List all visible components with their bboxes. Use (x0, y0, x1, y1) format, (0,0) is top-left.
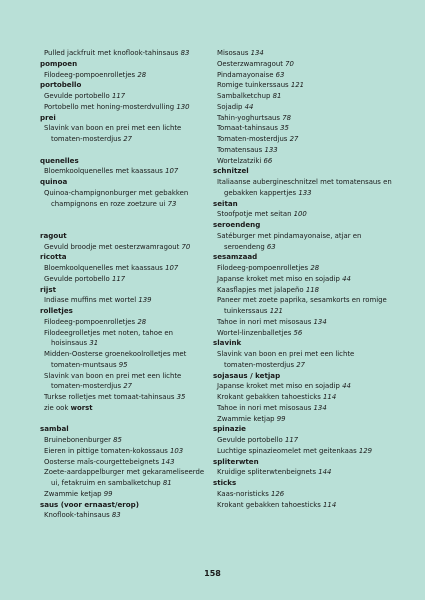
page-ref: 78 (282, 113, 291, 122)
page-ref: 83 (180, 49, 190, 57)
entry-text: Gevulde portobello (217, 436, 283, 444)
index-entry (40, 274, 215, 285)
index-entry (40, 371, 215, 382)
index-entry (213, 145, 388, 156)
page-ref: 44 (244, 102, 254, 111)
heading-text: ragout (40, 230, 67, 240)
page-ref: 63 (275, 70, 285, 79)
index-entry (213, 489, 388, 500)
page-ref: 118 (305, 285, 319, 294)
index-entry (213, 102, 388, 113)
index-entry (40, 478, 215, 489)
page-ref: 28 (137, 70, 147, 79)
entry-text: Japanse kroket met miso en sojadip (217, 274, 340, 283)
index-entry (213, 306, 388, 317)
entry-text: Gevulde portobello (44, 92, 110, 100)
index-entry (40, 328, 215, 339)
entry-text: Kaas-noristicks (217, 489, 269, 498)
entry-text: Krokant gebakken tahoesticks (217, 500, 321, 509)
page-ref: 134 (313, 317, 327, 326)
entry-text: Quinoa-champignonburger met gebakken (44, 188, 189, 197)
index-entry (40, 123, 215, 134)
heading-text: sambal (40, 424, 69, 434)
page-ref: 143 (161, 457, 175, 466)
page-ref: 99 (103, 489, 113, 498)
index-entry (213, 467, 388, 478)
entry-text: Bloemkoolquenelles met kaassaus (44, 167, 163, 176)
entry-text: ui, fetakruim en sambalketchup (51, 479, 161, 487)
index-entry (40, 489, 215, 500)
page-ref: 28 (137, 317, 147, 326)
page-ref: 70 (285, 59, 294, 68)
index-entry (40, 349, 215, 360)
index-entry (213, 91, 388, 102)
index-entry (213, 317, 388, 328)
entry-text: tomaten-muntsaus (51, 360, 117, 369)
index-entry (40, 91, 215, 102)
index-entry (213, 414, 388, 425)
page-ref: 139 (138, 296, 152, 305)
heading-text: portobello (40, 80, 82, 90)
index-heading (40, 500, 215, 511)
entry-text: Midden-Oosterse groenekoolrolletjes met (44, 350, 187, 358)
entry-text: Wortel-linzenballetjes (217, 328, 292, 337)
index-heading (213, 424, 388, 435)
index-entry (213, 113, 388, 124)
page-ref: 73 (167, 199, 177, 208)
page-ref: 27 (123, 382, 133, 391)
page-ref: 95 (118, 360, 128, 369)
index-entry (40, 70, 215, 81)
entry-text: Eieren in pittige tomaten-kokossaus (44, 446, 168, 455)
heading-text: schnitzel (213, 166, 249, 176)
entry-text: Sambalketchup (217, 92, 271, 100)
page-ref: 63 (266, 242, 276, 251)
page-ref: 35 (280, 124, 289, 133)
entry-text: zie ook (44, 403, 69, 412)
index-entry (40, 102, 215, 113)
page-ref: 121 (269, 307, 283, 315)
entry-text: Tomaat-tahinsaus (217, 124, 278, 133)
page-ref: 121 (290, 81, 305, 90)
entry-text: seroendeng (224, 242, 265, 251)
page-ref: 134 (313, 403, 327, 412)
entry-text: Kaasflapjes met jalapeño (217, 285, 304, 294)
page-ref: 85 (113, 436, 122, 444)
index-entry (213, 242, 388, 253)
entry-text: Bloemkoolquenelles met kaassaus (44, 264, 163, 272)
heading-text: sticks (213, 478, 237, 487)
index-column-left (40, 48, 215, 521)
index-entry (40, 134, 215, 145)
page-ref: 117 (284, 436, 299, 444)
entry-text: Zoete-aardappelburger met gekarameliseerde (44, 468, 205, 477)
index-entry (213, 328, 388, 339)
index-entry (213, 70, 388, 81)
entry-text: Krokant gebakken tahoesticks (217, 393, 321, 401)
page-ref: 99 (276, 414, 286, 423)
page-ref: 133 (298, 188, 312, 197)
index-entry (40, 360, 215, 371)
page-ref: 83 (111, 511, 121, 520)
heading-text: seroendeng (213, 220, 261, 229)
heading-text: quinoa (40, 177, 68, 186)
page-ref: 28 (310, 264, 320, 272)
entry-text: champignons en roze zoetzure ui (51, 199, 166, 208)
index-entry (213, 392, 388, 403)
index-entry (40, 48, 215, 59)
heading-text: sesamzaad (213, 252, 258, 262)
index-entry (40, 467, 215, 478)
index-entry (213, 156, 388, 167)
entry-text: Filodeegrolletjes met noten, tahoe en (44, 328, 173, 337)
entry-text: Oosterse maïs-courgettebeignets (44, 457, 160, 466)
heading-text: seitan (213, 198, 238, 208)
index-heading (40, 231, 215, 242)
entry-text: Filodeeg-pompoenrolletjes (44, 317, 136, 326)
index-entry (213, 446, 388, 457)
entry-text: Tomatensaus (217, 145, 263, 154)
page-ref: 129 (358, 446, 373, 455)
index-heading (213, 478, 388, 489)
index-entry (40, 242, 215, 253)
entry-text: Portobello met honing-mosterdvulling (44, 102, 175, 111)
page-ref: 44 (342, 274, 351, 283)
index-entry (213, 123, 388, 134)
index-entry (213, 80, 388, 91)
index-entry (213, 188, 388, 199)
entry-text: Wortelzatziki (217, 156, 262, 165)
page-ref: 114 (323, 500, 337, 509)
entry-text: Zwammie ketjap (217, 414, 275, 423)
index-entry (213, 274, 388, 285)
index-entry (40, 188, 215, 199)
index-entry (213, 295, 388, 306)
index-heading (213, 371, 388, 382)
entry-text: Pulled jackfruit met knoflook-tahinsaus (44, 49, 179, 57)
page-ref: 114 (323, 393, 337, 401)
entry-text: Knoflook-tahinsaus (44, 511, 110, 520)
index-heading (213, 199, 388, 210)
entry-text: Stoofpotje met seitan (217, 210, 292, 219)
index-entry (213, 435, 388, 446)
page-ref: 27 (296, 360, 306, 369)
entry-text: tomaten-mosterdjus (224, 360, 295, 369)
page-ref: 133 (264, 145, 278, 154)
entry-text: Tahoe in nori met misosaus (217, 403, 312, 412)
entry-text: Japanse kroket met miso en sojadip (217, 382, 340, 391)
entry-text: gebakken kappertjes (224, 188, 297, 197)
index-entry (40, 510, 215, 521)
spacer (40, 145, 215, 156)
index-entry (40, 435, 215, 446)
index-heading (213, 166, 388, 177)
heading-text: slavink (213, 338, 242, 348)
index-heading (213, 220, 388, 231)
index-entry (40, 317, 215, 328)
entry-text: Tahin-yoghurtsaus (217, 113, 281, 122)
page-ref: 134 (250, 49, 264, 57)
entry-text: hoisinsaus (51, 339, 88, 348)
entry-text: Misosaus (217, 49, 249, 57)
entry-text: Gevuld broodje met oesterzwamragout (44, 242, 180, 251)
index-entry (213, 59, 388, 70)
entry-text: Zwammie ketjap (44, 489, 102, 498)
index-heading (40, 177, 215, 188)
index-entry (40, 199, 215, 210)
index-entry (213, 209, 388, 220)
entry-text: Sojadip (217, 102, 243, 111)
page-ref: 117 (111, 274, 126, 283)
heading-text: spinazie (213, 424, 246, 434)
see-also-ref: worst (70, 403, 93, 412)
entry-text: Bruinebonenburger (44, 436, 111, 444)
entry-text: Romige tuinkerssaus (217, 81, 289, 90)
index-entry (213, 263, 388, 274)
entry-text: Oesterzwamragout (217, 59, 283, 68)
index-entry (213, 403, 388, 414)
heading-text: pompoen (40, 58, 78, 68)
index-heading (40, 424, 215, 435)
page-ref: 81 (272, 92, 282, 100)
index-heading (40, 80, 215, 91)
index-heading (40, 252, 215, 263)
index-entry (213, 177, 392, 188)
index-entry (213, 231, 388, 242)
index-entry (40, 263, 215, 274)
heading-text: sojasaus / ketjap (213, 370, 281, 380)
heading-text: rijst (40, 284, 56, 294)
entry-text: Gevulde portobello (44, 274, 110, 283)
page-ref: 126 (271, 489, 285, 498)
entry-text: Tahoe in nori met misosaus (217, 317, 312, 326)
entry-text: Slavink van boon en prei met een lichte (44, 124, 182, 133)
index-entry (40, 295, 215, 306)
entry-text: tomaten-mosterdjus (51, 382, 122, 391)
heading-text: spliterwten (213, 456, 259, 466)
index-entry (40, 338, 215, 349)
page-ref: 70 (181, 242, 191, 251)
entry-text: Pindamayonaise (217, 70, 274, 79)
page-ref: 103 (170, 446, 184, 455)
index-heading (213, 338, 388, 349)
entry-text: Indiase muffins met wortel (44, 296, 137, 305)
index-entry (40, 381, 215, 392)
spacer (40, 220, 215, 231)
page-ref: 81 (162, 479, 172, 487)
index-heading (40, 113, 215, 124)
heading-text: ricotta (40, 252, 67, 262)
page-ref: 44 (342, 382, 351, 391)
index-entry (213, 381, 388, 392)
entry-text: Luchtige spinazieomelet met geitenkaas (217, 446, 357, 455)
page-ref: 66 (263, 156, 273, 165)
entry-text: tomaten-mosterdjus (51, 135, 122, 143)
entry-text: Turkse rolletjes met tomaat-tahinsaus (44, 393, 175, 401)
index-heading (40, 156, 215, 167)
heading-text: quenelles (40, 155, 79, 165)
page-ref: 27 (289, 135, 299, 143)
index-entry (213, 48, 388, 59)
index-heading (213, 252, 388, 263)
page-ref: 56 (293, 328, 303, 337)
entry-text: Filodeeg-pompoenrolletjes (44, 70, 136, 79)
index-heading (213, 457, 388, 468)
entry-text: Satéburger met pindamayonaise, atjar en (217, 231, 362, 240)
page-ref: 107 (165, 167, 179, 176)
spacer (40, 414, 215, 425)
index-entry (40, 403, 215, 414)
page-ref: 107 (165, 264, 179, 272)
index-entry (213, 500, 388, 511)
page-number: 158 (204, 569, 221, 578)
heading-text: saus (voor ernaast/erop) (40, 499, 139, 509)
page-ref: 27 (123, 135, 133, 143)
index-entry (40, 392, 215, 403)
entry-text: Slavink van boon en prei met een lichte (44, 371, 182, 380)
index-entry (213, 285, 388, 296)
index-entry (40, 446, 215, 457)
entry-text: tuinkerssaus (224, 307, 268, 315)
entry-text: Italiaanse auberginesch​nitzel met tomatensaus en (217, 178, 392, 186)
index-heading (40, 59, 215, 70)
page-ref: 130 (176, 102, 190, 111)
entry-text: Filodeeg-pompoenrolletjes (217, 264, 309, 272)
index-entry (213, 360, 388, 371)
spacer (40, 209, 215, 220)
page-ref: 100 (293, 210, 307, 219)
entry-text: Tomaten-mosterdjus (217, 135, 288, 143)
index-heading (40, 285, 215, 296)
heading-text: rolletjes (40, 306, 73, 315)
index-entry (213, 349, 388, 360)
index-entry (40, 457, 215, 468)
page-ref: 31 (89, 339, 99, 348)
page-ref: 117 (111, 92, 126, 100)
entry-text: Slavink van boon en prei met een lichte (217, 350, 355, 358)
index-heading (40, 306, 215, 317)
index-entry (213, 134, 388, 145)
heading-text: prei (40, 112, 56, 122)
entry-text: Kruidige spliterwtenbeignets (217, 468, 317, 477)
page-ref: 144 (318, 468, 332, 477)
entry-text: Paneer met zoete paprika, sesamkorts en romige (217, 296, 387, 305)
index-column-right (213, 48, 392, 510)
index-entry (40, 166, 215, 177)
page-ref: 35 (176, 393, 186, 401)
